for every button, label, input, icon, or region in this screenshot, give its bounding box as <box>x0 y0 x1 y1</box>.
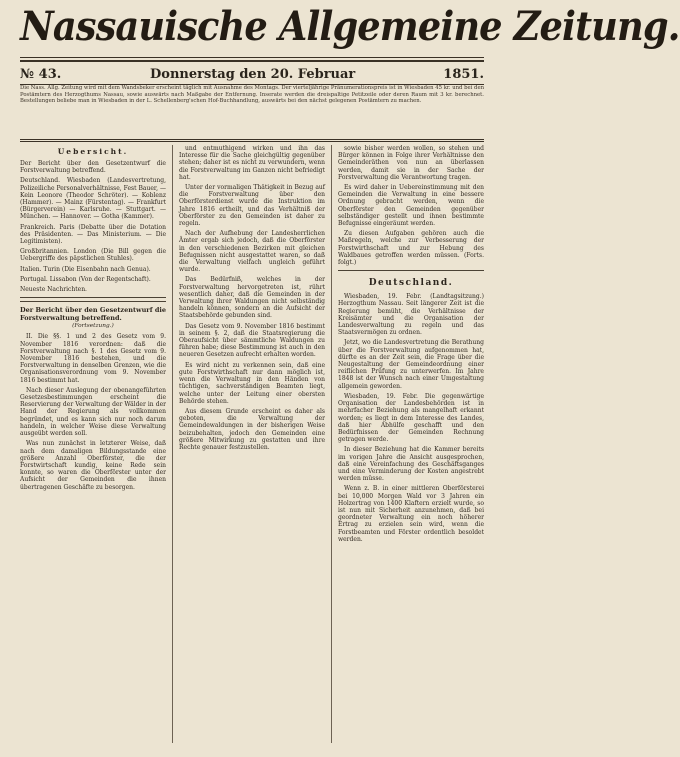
subscription-notice: Die Nass. Allg. Zeitung wird mit dem Wandsbeker erscheint täglich mit Ausnahme des Montags. Der vierteljährige Pränumerationspreis ist in Wiesbaden 45 kr. und bei den Postämtern des Herzogthums Nassau, sowie auswärts nach Maßgabe der Entfernung. Inserate werden die dreispaltige Petitzeile oder deren Raum mit 3 kr. berechnet. Bestellungen beliebe man in Wiesbaden in der L. Schellenberg'schen Hof-Buchhandlung, auswärts bei den nächst gelegenen Postämtern zu machen. <box>20 85 484 104</box>
article-paragraph: Was nun zunächst in letzterer Weise, daß nach dem damaligen Bildungsstande eine größere Anzahl Oberförster, die der Forstwirtschaft kundig, keine Rede sein konnte, so waren die Oberförster unter der Aufsicht der Gemeinden die ihnen übertragenen Geschäfte zu besorgen. <box>20 440 166 491</box>
article-paragraph: Es wird nicht zu verkennen sein, daß eine gute Forstwirthschaft nur dann möglich ist, wenn die Verwaltung in den Händen von tüchtigen, sachverständigen Beamten liegt, welche unter der Leitung einer obersten Behörde stehen. <box>179 361 325 405</box>
masthead-title: Nassauische Allgemeine Zeitung. <box>20 3 680 50</box>
dateline <box>20 67 484 83</box>
column-divider-2 <box>331 145 332 743</box>
article-continuation: (Fortsetzung.) <box>72 323 114 330</box>
news-item: Wiesbaden, 19. Febr. (Landtagsitzung.) Herzogthum Nassau. Seit längerer Zeit ist die Regierung bemüht, die Verhältnisse der Kreisämter und die Organisation der Landesverwaltung zu regeln und das Staatsvermögen zu ordnen. <box>338 293 484 337</box>
overview-heading: Uebersicht. <box>57 147 129 156</box>
masthead-rule-bottom <box>20 60 484 62</box>
news-item: Wenn z. B. in einer mittleren Oberförsterei bei 10,000 Morgen Wald vor 3 Jahren ein Holzertrag von 1400 Klaftern erzielt wurde, so ist nun mit Sicherheit anzunehmen, daß bei geordneter Verwaltung ein noch höherer Ertrag zu erzielen sein wird, wenn die Forstbeamten und Förster ordentlich besoldet werden. <box>338 485 484 543</box>
article-paragraph: Das Gesetz vom 9. November 1816 bestimmt in seinem §. 2, daß die Staatsregierung die Oberaufsicht über sämmtliche Waldungen zu führen habe; diese Bestimmung ist auch in den neueren Gesetzen aufrecht erhalten worden. <box>179 322 325 359</box>
article-paragraph: sowie bisher werden wollen, so stehen und Bürger können in Folge ihrer Verhältnisse den Gemeinderäthen von nun an überlassen werden, damit sie in der Sache der Forstverwaltung die Verantwortung tragen. <box>338 145 484 181</box>
article-paragraph: und entmuthigend wirken und ihn das Interesse für die Sache gleichgültig gegenüber stehen; daher ist es nicht zu verwundern, wenn die Forstverwaltung im Ganzen nicht befriedigt hat. <box>179 145 325 181</box>
section-divider <box>20 297 166 302</box>
article-paragraph: Zu diesen Aufgaben gehören auch die Maßregeln, welche zur Verbesserung der Forstwirthschaft und zur Hebung des Waldbaues getroffen werden müssen. (Forts. folgt.) <box>338 230 484 267</box>
issue-date: Donnerstag den 20. Februar <box>150 67 356 82</box>
overview-item: Frankreich. Paris (Debatte über die Dotation des Präsidenten. — Das Ministerium. — Die Legitimisten). <box>20 223 166 246</box>
news-item: In dieser Beziehung hat die Kammer bereits im vorigen Jahre die Ansicht ausgesprochen, daß eine Vereinfachung des Geschäftsganges und eine Verminderung der Kosten angestrebt werden müsse. <box>338 446 484 483</box>
news-item: Jetzt, wo die Landesvertretung die Berathung über die Forstverwaltung aufgenommen hat, dürfte es an der Zeit sein, die Frage über die Neugestaltung der Gemeindeordnung einer reiflichen Prüfung zu unterwerfen. Im Jahre 1848 ist der Wunsch nach einer Umgestaltung allgemein geworden. <box>338 339 484 390</box>
notice-rule-2 <box>20 141 484 142</box>
notice-rule <box>20 139 484 140</box>
column-divider-1 <box>172 145 173 743</box>
column-3 <box>338 145 484 745</box>
article-paragraph: Das Bedürfniß, welches in der Forstverwaltung hervorgetreten ist, rührt wesentlich daher, daß die Gemeinden in der Verwaltung ihrer Waldungen nicht selbständig handeln können, sondern an die Aufsicht der Staatsbehörde gebunden sind. <box>179 276 325 320</box>
issue-year: 1851. <box>443 67 484 82</box>
masthead-rule-top <box>20 57 484 58</box>
article-paragraph: Unter der vormaligen Thätigkeit in Bezug auf die Forstverwaltung über den Oberförsterdienst wurde die Instruktion im Jahre 1816 ertheilt, und das Verhältniß der Oberförster zu den Gemeinden ist daher zu regeln. <box>179 184 325 228</box>
article-paragraph: Aus diesem Grunde erscheint es daher als geboten, die Verwaltung der Gemeindewaldungen in der bisherigen Weise beizubehalten, jedoch den Gemeinden eine größere Mitwirkung zu gestatten und ihre Rechte genauer festzustellen. <box>179 407 325 451</box>
germany-section-heading: Deutschland. <box>368 278 454 289</box>
column-1 <box>20 145 166 745</box>
overview-item: Großbritannien. London (Die Bill gegen die Uebergriffe des päpstlichen Stuhles). <box>20 248 166 263</box>
overview-item: Portugal. Lissabon (Von der Regentschaft). <box>20 275 151 283</box>
issue-number: № 43. <box>20 67 62 82</box>
overview-item: Italien. Turin (Die Eisenbahn nach Genua). <box>20 265 151 273</box>
news-item: Wiesbaden, 19. Febr. Die gegenwärtige Organisation der Landesbehörden ist in mehrfacher Beziehung als mangelhaft erkannt worden; es liegt in dem Interesse des Landes, daß hier Abhülfe geschafft und den Bedürfnissen der Gemeinden Rechnung getragen werde. <box>338 392 484 444</box>
article-paragraph: Es wird daher in Uebereinstimmung mit den Gemeinden die Verwaltung in eine bessere Ordnung gebracht werden, wenn die Oberförster den Gemeinden gegenüber selbständiger gestellt und ihnen bestimmte Befugnisse eingeräumt werden. <box>338 184 484 228</box>
article-paragraph: Nach der Aufhebung der Landesherrlichen Ämter ergab sich jedoch, daß die Oberförster in den verschiedenen Bezirken mit gleichen Befugnissen nicht ausgestattet waren, so daß die Verwaltung vielfach ungleich geführt wurde. <box>179 230 325 274</box>
overview-item: Deutschland. Wiesbaden (Landesvertretung, Polizeiliche Personalverhältnisse, Fest Bauer, — Kein Leonore (Theodor Schröter). — Koblenz (Hammer). — Mainz (Fürstentag). — Frankfurt (Bürgerverein) — Karlsruhe. — Stuttgart. — München. — Hannover. — Gotha (Kammer). <box>20 177 166 221</box>
article-paragraph: II. Die §§. 1 und 2 des Gesetz vom 9. November 1816 verordnen: daß die Forstverwaltung nach §. 1 des Gesetz vom 9. November 1816 bestehen, und die Forstverwaltung in denselben Grenzen, wie die Organisationsverordnung vom 9. November 1816 bestimmt hat. <box>20 333 166 384</box>
column-2 <box>179 145 325 745</box>
section-divider <box>338 270 484 271</box>
overview-item: Der Bericht über den Gesetzentwurf die Forstverwaltung betreffend. <box>20 160 166 175</box>
article-paragraph: Nach dieser Auslegung der obenangeführten Gesetzesbestimmungen erscheint die Reservierung der Verwaltung der Wälder in der Hand der Regierung als vollkommen begründet, und es kann sich nur noch darum handeln, in welcher Weise diese Verwaltung ausgeübt werden soll. <box>20 386 166 438</box>
article-title: Der Bericht über den Gesetzentwurf die Forstverwaltung betreffend. <box>20 306 166 323</box>
overview-item: Neueste Nachrichten. <box>20 286 87 294</box>
